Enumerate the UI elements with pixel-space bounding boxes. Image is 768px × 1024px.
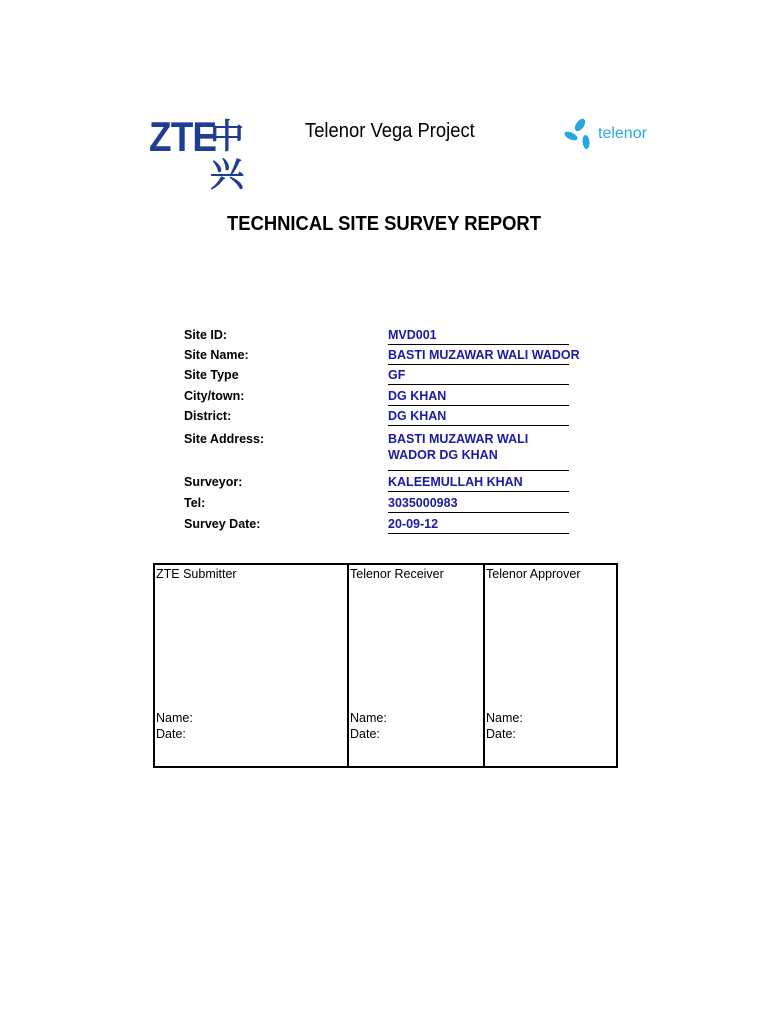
site-id-underline: [388, 344, 569, 345]
city-label: City/town:: [184, 389, 245, 403]
tel-value: 3035000983: [388, 496, 458, 510]
zte-logo: [149, 113, 271, 195]
surveyor-value: KALEEMULLAH KHAN: [388, 475, 523, 489]
site-type-value: GF: [388, 368, 406, 382]
signature-heading: ZTE Submitter: [156, 567, 237, 581]
site-type-underline: [388, 384, 569, 385]
signature-heading: Telenor Receiver: [350, 567, 444, 581]
tel-label: Tel:: [184, 496, 206, 510]
district-underline: [388, 425, 569, 426]
site-name-label: Site Name:: [184, 348, 249, 362]
site-name-underline: [388, 364, 569, 365]
signature-name-label: Name:: [156, 711, 193, 725]
surveyor-underline: [388, 491, 569, 492]
report-title: TECHNICAL SITE SURVEY REPORT: [227, 213, 541, 235]
signature-name-label: Name:: [350, 711, 387, 725]
site-type-label: Site Type: [184, 368, 239, 382]
zte-logo-text: ZTE: [149, 113, 217, 160]
site-address-underline: [388, 470, 569, 471]
signature-heading: Telenor Approver: [486, 567, 581, 581]
signature-cell-telenor-approver: [485, 565, 616, 766]
survey-date-underline: [388, 533, 569, 534]
survey-date-value: 20-09-12: [388, 517, 439, 531]
telenor-logo: [562, 114, 647, 154]
signature-date-label: Date:: [156, 727, 186, 741]
zte-logo-chinese: 中兴: [210, 117, 244, 195]
site-address-label: Site Address:: [184, 432, 265, 446]
survey-date-label: Survey Date:: [184, 517, 261, 531]
project-title: Telenor Vega Project: [305, 120, 475, 142]
city-underline: [388, 405, 569, 406]
telenor-logo-text: telenor: [598, 125, 647, 142]
district-label: District:: [184, 409, 232, 423]
signature-name-label: Name:: [486, 711, 523, 725]
site-id-value: MVD001: [388, 328, 437, 342]
site-id-label: Site ID:: [184, 328, 228, 342]
site-address-value: BASTI MUZAWAR WALI WADOR DG KHAN: [388, 432, 529, 462]
signature-cell-telenor-receiver: [349, 565, 485, 766]
telenor-propeller-icon: [562, 114, 600, 154]
site-name-value: BASTI MUZAWAR WALI WADOR: [388, 348, 580, 362]
signature-cell-zte-submitter: [155, 565, 349, 766]
signature-table: [153, 563, 618, 768]
signature-date-label: Date:: [486, 727, 516, 741]
signature-date-label: Date:: [350, 727, 380, 741]
city-value: DG KHAN: [388, 389, 447, 403]
tel-underline: [388, 512, 569, 513]
district-value: DG KHAN: [388, 409, 447, 423]
surveyor-label: Surveyor:: [184, 475, 243, 489]
